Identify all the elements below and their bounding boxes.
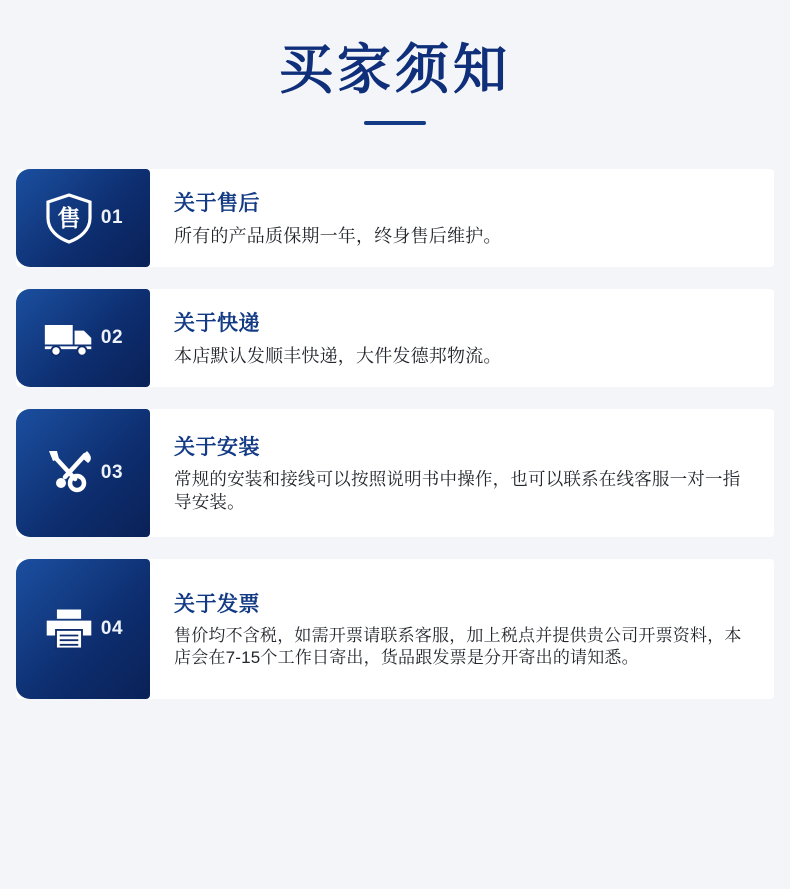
list-item	[16, 289, 774, 387]
list-item	[16, 559, 774, 699]
card-badge-02	[16, 289, 150, 387]
card-body	[150, 289, 774, 387]
card-body	[150, 169, 774, 267]
card-text: 所有的产品质保期一年，终身售后维护。	[174, 226, 502, 247]
truck-icon	[43, 312, 95, 364]
card-body	[150, 559, 774, 699]
card-text: 售价均不含税，如需开票请联系客服，加上税点并提供贵公司开票资料，本店会在7-15个工作日寄出，货品跟发票是分开寄出的请知悉。	[174, 626, 742, 668]
card-title: 关于安装	[174, 435, 260, 459]
card-badge-03	[16, 409, 150, 537]
card-body	[150, 409, 774, 537]
card-number: 03	[100, 461, 124, 483]
list-item	[16, 409, 774, 537]
title-divider	[364, 121, 426, 125]
notice-card-list	[0, 169, 790, 699]
svg-text:售: 售	[57, 204, 81, 231]
card-badge-04	[16, 559, 150, 699]
card-number: 01	[100, 206, 124, 228]
card-title: 关于快递	[174, 312, 260, 336]
shield-icon	[43, 192, 95, 244]
page-title: 买家须知	[279, 40, 511, 100]
card-title: 关于发票	[174, 593, 260, 617]
card-title: 关于售后	[174, 192, 260, 216]
printer-icon	[43, 603, 95, 655]
card-text: 本店默认发顺丰快递，大件发德邦物流。	[174, 346, 502, 367]
wrench-screwdriver-icon	[43, 447, 95, 499]
page-header	[0, 0, 790, 125]
card-badge-01	[16, 169, 150, 267]
card-number: 02	[100, 326, 124, 348]
card-number: 04	[100, 617, 124, 639]
list-item	[16, 169, 774, 267]
card-text: 常规的安装和接线可以按照说明书中操作，也可以联系在线客服一对一指导安装。	[174, 468, 741, 513]
